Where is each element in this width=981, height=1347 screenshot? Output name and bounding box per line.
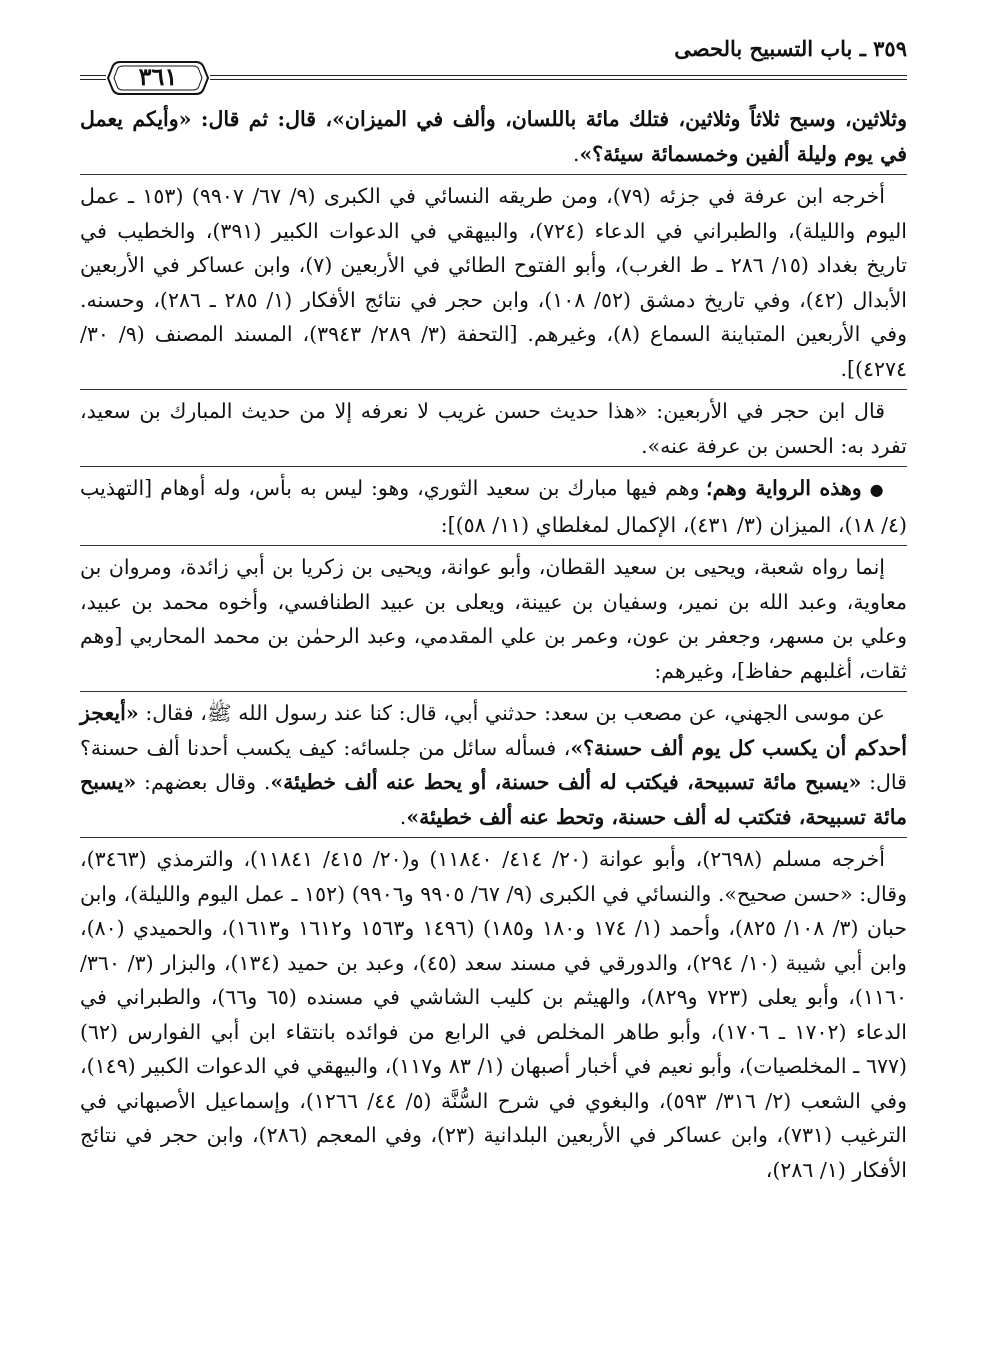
hadith-quote: «أيعجز أحدكم أن يكسب كل يوم ألف حسنة؟» — [80, 701, 907, 760]
hadith-text: وثلاثين، وسبح ثلاثاً وثلاثين، فتلك مائة باللسان، وألف في الميزان»، قال: ثم قال: — [191, 107, 908, 131]
chapter-title: ٣٥٩ ـ باب التسبيح بالحصى — [674, 36, 907, 61]
section-divider — [80, 545, 907, 546]
paragraph-1 — [80, 102, 907, 171]
section-divider — [80, 389, 907, 390]
hadith-text: ، فسأله سائل من جلسائه: كيف يكسب أحدنا ألف حسنة؟ قال: — [80, 735, 907, 794]
page-number: ٣٦١ — [138, 62, 178, 91]
section-divider — [80, 174, 907, 175]
note-heading: وهذه الرواية وهم؛ — [706, 476, 862, 500]
section-divider — [80, 837, 907, 838]
hadith-quote: «وأيكم يعمل في يوم وليلة ألفين وخمسمائة سيئة؟» — [80, 107, 907, 166]
punctuation: . — [399, 804, 407, 829]
page-number-badge — [106, 58, 210, 98]
body-text — [80, 102, 907, 1187]
hadith-text: . وقال بعضهم: — [136, 770, 271, 794]
paragraph-note — [80, 471, 907, 542]
isnad-text: عن موسى الجهني، عن مصعب بن سعد: حدثني أبي، قال: كنا عند رسول الله ﷺ، فقال: — [138, 701, 885, 725]
section-divider — [80, 691, 907, 692]
paragraph-ibn-hajar: قال ابن حجر في الأربعين: «هذا حديث حسن غريب لا نعرفه إلا من حديث المبارك بن سعيد، تفرد به: الحسن بن عرفة عنه». — [80, 399, 907, 458]
page-header — [80, 30, 907, 90]
hadith-quote: «يسبح مائة تسبيحة، فتكتب له ألف حسنة، وتحط عنه ألف خطيئة» — [80, 770, 907, 829]
note-text: وهم فيها مبارك بن سعيد الثوري، وهو: ليس به بأس، وله أوهام [التهذيب (٤/ ١٨)، الميزان (٣/ ٤٣١)، الإكمال لمغلطاي (١١/ ٥٨)]: — [80, 476, 907, 537]
section-divider — [80, 466, 907, 467]
bullet-icon: ● — [869, 480, 885, 499]
paragraph-takhrij-1: أخرجه ابن عرفة في جزئه (٧٩)، ومن طريقه النسائي في الكبرى (٩/ ٦٧/ ٩٩٠٧) (١٥٣ ـ عمل اليوم والليلة)، والطبراني في الدعاء (٧٢٤)، والبيهقي في الدعوات الكبير (٣٩١)، والخطيب في تاريخ بغداد (١٥/ ٢٨٦ ـ ط الغرب)، وأبو الفتوح الطائي في الأربعين (٧)، وابن عساكر في الأربعين الأبدال (٤٢)، وفي تاريخ دمشق (٥٢/ ١٠٨)، وابن حجر في نتائج الأفكار (١/ ٢٨٥ ـ ٢٨٦)، وحسنه. وفي الأربعين المتباينة السماع (٨)، وغيرهم. [التحفة (٣/ ٢٨٩/ ٣٩٤٣)، المسند المصنف (٩/ ٣٠/ ٤٢٧٤)]. — [80, 184, 907, 381]
hadith-quote: «يسبح مائة تسبيحة، فيكتب له ألف حسنة، أو يحط عنه ألف خطيئة» — [270, 770, 862, 794]
paragraph-narrators: إنما رواه شعبة، ويحيى بن سعيد القطان، وأبو عوانة، ويحيى بن زكريا بن أبي زائدة، ومروان بن معاوية، وعبد الله بن نمير، وسفيان بن عيينة، ويعلى بن عبيد الطنافسي، وأخوه محمد بن عبيد، وعلي بن مسهر، وجعفر بن عون، وعمر بن علي المقدمي، وعبد الرحمٰن بن محمد المحاربي [وهم ثقات، أغلبهم حفاظ]، وغيرهم: — [80, 555, 907, 683]
paragraph-hadith-musab — [80, 696, 907, 834]
punctuation: . — [572, 141, 580, 166]
paragraph-takhrij-2: أخرجه مسلم (٢٦٩٨)، وأبو عوانة (٢٠/ ٤١٤/ ١١٨٤٠) و(٢٠/ ٤١٥/ ١١٨٤١)، والترمذي (٣٤٦٣)، وقال: «حسن صحيح». والنسائي في الكبرى (٩/ ٦٧/ ٩٩٠٥ و٩٩٠٦) (١٥٢ ـ عمل اليوم والليلة)، وابن حبان (٣/ ١٠٨/ ٨٢٥)، وأحمد (١/ ١٧٤ و١٨٠ و١٨٥) (١٤٩٦ و١٥٦٣ و١٦١٢ و١٦١٣)، والحميدي (٨٠)، وابن أبي شيبة (١٠/ ٢٩٤)، والدورقي في مسند سعد (٤٥)، وعبد بن حميد (١٣٤)، والبزار (٣/ ٣٦٠/ ١١٦٠)، وأبو يعلى (٧٢٣ و٨٢٩)، والهيثم بن كليب الشاشي في مسنده (٦٥ و٦٦)، والطبراني في الدعاء (١٧٠٢ ـ ١٧٠٦)، وأبو طاهر المخلص في الرابع من فوائده بانتقاء ابن أبي الفوارس (٦٢) (٦٧٧ ـ المخلصيات)، وأبو نعيم في أخبار أصبهان (١/ ٨٣ و١١٧)، والبيهقي في الدعوات الكبير (١٤٩)، وفي الشعب (٢/ ٣١٦/ ٥٩٣)، والبغوي في شرح السُّنَّة (٥/ ٤٤/ ١٢٦٦)، وإسماعيل الأصبهاني في الترغيب (٧٣١)، وابن عساكر في الأربعين البلدانية (٢٣)، وفي المعجم (٢٨٦)، وابن حجر في نتائج الأفكار (١/ ٢٨٦)، — [80, 847, 908, 1182]
